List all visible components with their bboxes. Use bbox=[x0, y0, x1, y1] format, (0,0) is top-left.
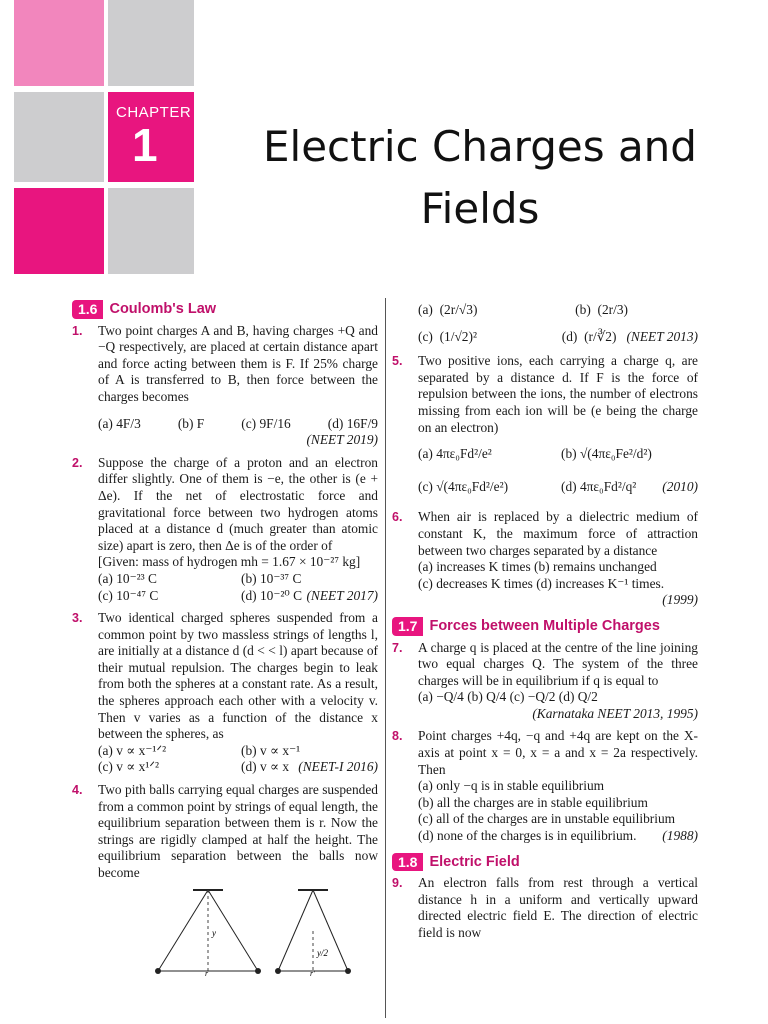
question-6: 6. When air is replaced by a dielectric medium of constant K, the maximum force of attraction between two charges separated by a distance (a) increases K times (b) remains unchanged (c) decreases K times (d) increases K⁻¹ times. (1999) bbox=[392, 509, 698, 608]
page-title: Electric Charges and Fields bbox=[263, 122, 697, 233]
question-3: 3. Two identical charged spheres suspended from a common point by two massless strings of lengths l, are initially at a distance d (d < < l) apart because of their mutual repulsion. The charges begin to leak from both the spheres at a constant rate. As a result, the spheres approach each other with a velocity v. Then v varies as a function of the distance x between the spheres, as (a) v ∝ x⁻¹ᐟ² (b) v ∝ x⁻¹ (c) v ∝ x¹ᐟ² (d) v ∝ x (NEET-I 2016) bbox=[72, 610, 378, 775]
deco-block bbox=[14, 0, 104, 86]
right-column bbox=[392, 302, 698, 948]
svg-text:r': r' bbox=[310, 968, 315, 976]
question-2: 2. Suppose the charge of a proton and an electron differ slightly. One of them is −e, the other is (e + Δe). If the net of electrostatic force and gravitational force between two hydrogen atoms placed at a distance d (much greater than atomic size) apart is zero, then Δe is of the order of [Given: mass of hydrogen mh = 1.67 × 10⁻²⁷ kg] (a) 10⁻²³ C (b) 10⁻³⁷ C (c) 10⁻⁴⁷ C (d) 10⁻²⁰ C (NEET 2017) bbox=[72, 454, 378, 603]
question-4: 4. Two pith balls carrying equal charges are suspended from a common point by strings of equal length, the equilibrium separation between them is r. Now the strings are rigidly clamped at half the height. The equilibrium separation between the balls now become y r y/2 r' bbox=[72, 782, 378, 976]
question-4-options: (a) (2r/√3) (b) (2r/3) (c) (1/√2)² (d) (r/∛2) (NEET 2013) bbox=[418, 302, 698, 344]
chapter-label: CHAPTER bbox=[116, 104, 192, 121]
section-heading: 1.6 Coulomb's Law bbox=[72, 300, 378, 319]
deco-block bbox=[108, 0, 194, 86]
left-column bbox=[72, 300, 378, 982]
deco-block bbox=[14, 188, 104, 274]
question-7: 7. A charge q is placed at the centre of the line joining two equal charges Q. The system of the three charges will be in equilibrium if q is equal to (a) −Q/4 (b) Q/4 (c) −Q/2 (d) Q/2 (Karnataka NEET 2013, 1995) bbox=[392, 639, 698, 721]
question-9: 9. An electron falls from rest through a vertical distance h in a uniform and vertically upward directed electric field E. The direction of electric field is now bbox=[392, 875, 698, 940]
section-heading: 1.7 Forces between Multiple Charges bbox=[392, 617, 698, 636]
question-5: 5. Two positive ions, each carrying a charge q, are separated by a distance d. If F is the force of repulsion between the ions, the number of electrons missing from each ion will be (e being the charge on an electron) (a) 4πε₀Fd²/e² (b) √(4πε₀Fe²/d²) (c) √(4πε₀Fd²/e²) (d) 4πε₀Fd²/q² (2010) bbox=[392, 353, 698, 494]
column-divider bbox=[385, 298, 386, 1018]
svg-text:y: y bbox=[212, 927, 216, 938]
question-1: 1. Two point charges A and B, having charges +Q and −Q respectively, are placed at certain distance apart and force acting between them is F. If 25% charge of A is transferred to B, then force between the charges becomes (a) 4F/3 (b) F (c) 9F/16 (d) 16F/9 (NEET 2019) bbox=[72, 322, 378, 448]
svg-text:r: r bbox=[205, 968, 209, 976]
chapter-number: 1 bbox=[132, 119, 158, 171]
svg-text:y/2: y/2 bbox=[317, 947, 328, 958]
deco-block bbox=[14, 92, 104, 182]
section-heading: 1.8 Electric Field bbox=[392, 853, 698, 872]
pendulum-figure bbox=[98, 886, 378, 976]
deco-block bbox=[108, 188, 194, 274]
question-8: 8. Point charges +4q, −q and +4q are kept on the X-axis at point x = 0, x = a and x = 2a respectively. Then (a) only −q is in stable equilibrium (b) all the charges are in stable equilibrium (c) all of the charges are in unstable equilibrium (d) none of the charges is in equilibrium. (1988) bbox=[392, 728, 698, 844]
